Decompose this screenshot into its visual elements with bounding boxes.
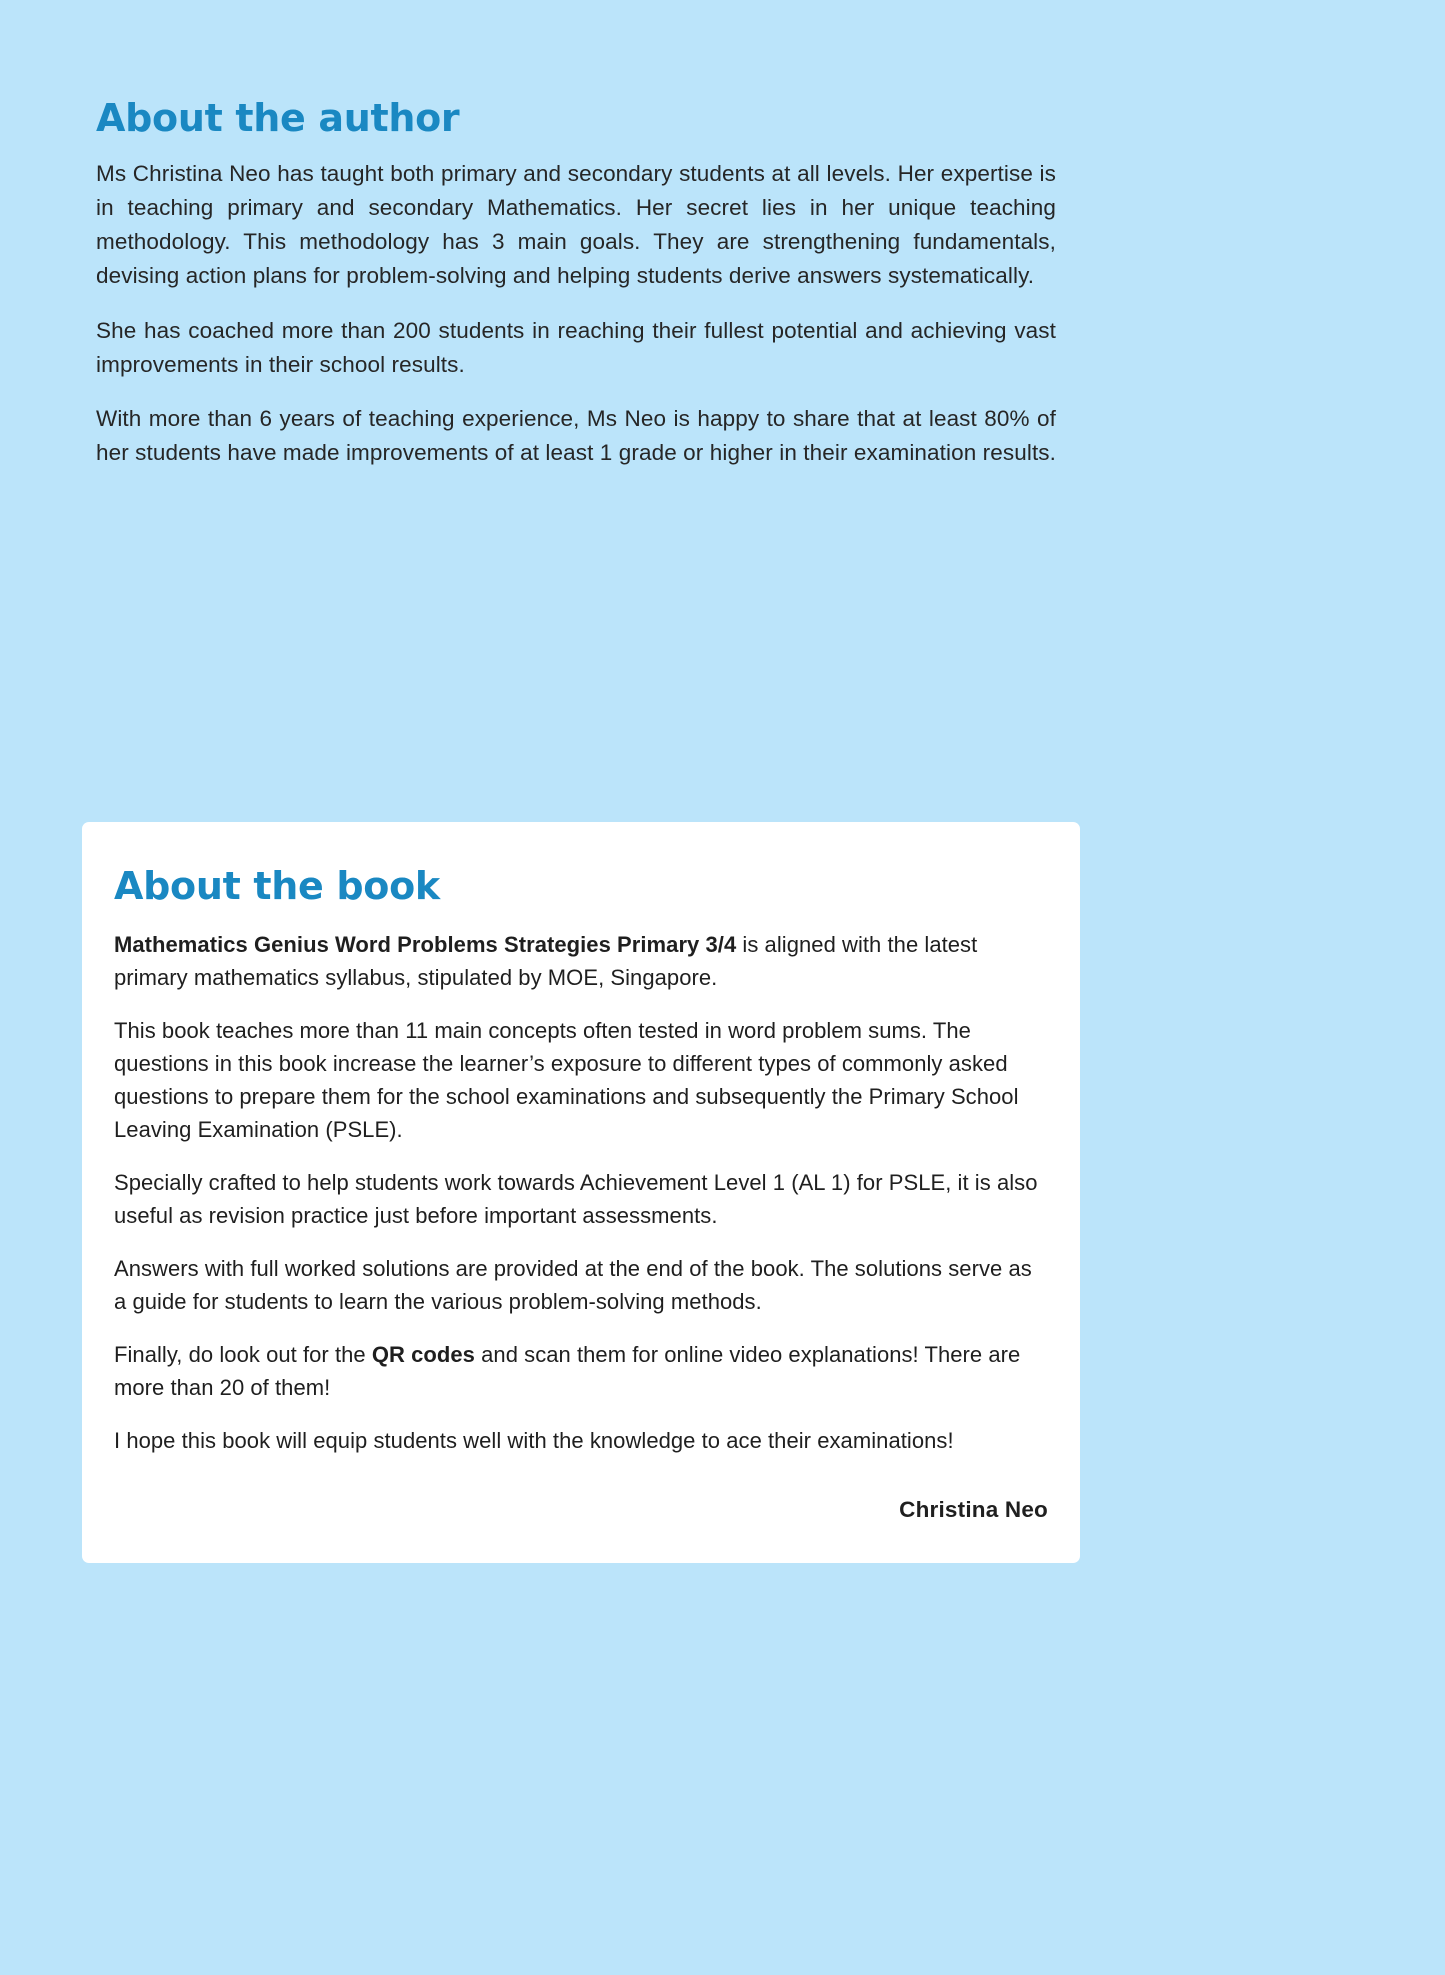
book-intro-paragraph (114, 928, 1048, 994)
book-paragraph-1: This book teaches more than 11 main concepts often tested in word problem sums. The questions in this book increase the learner’s exposure to different types of commonly asked questions to prepare them for the school examinations and subsequently the Primary School Leaving Examination (PSLE). (114, 1017, 1019, 1142)
book-paragraph-3: Answers with full worked solutions are provided at the end of the book. The solutions serve as a guide for students to learn the various problem-solving methods. (114, 1255, 1032, 1314)
author-paragraph-1: Ms Christina Neo has taught both primary and secondary students at all levels. Her expertise is in teaching primary and secondary Mathematics. Her secret lies in her unique teaching methodology. This methodology has 3 main goals. They are strengthening fundamentals, devising action plans for problem-solving and helping students derive answers systematically. (96, 160, 1056, 289)
about-the-book-card (82, 822, 1080, 1563)
author-paragraph-2: She has coached more than 200 students in reaching their fullest potential and achieving vast improvements in their school results. (96, 317, 1056, 377)
about-the-book-heading: About the book (114, 864, 440, 908)
book-paragraph-2: Specially crafted to help students work towards Achievement Level 1 (AL 1) for PSLE, it is also useful as revision practice just before important assessments. (114, 1169, 1038, 1228)
book-qr-paragraph (114, 1338, 1048, 1404)
author-paragraph-3: With more than 6 years of teaching experience, Ms Neo is happy to share that at least 80% of her students have made improvements of at least 1 grade or higher in their examination results. (96, 405, 1057, 466)
about-the-author-heading: About the author (96, 96, 460, 140)
book-intro-rest: is aligned with the latest primary mathematics syllabus, stipulated by MOE, Singapore. (114, 931, 978, 990)
book-closing-paragraph: I hope this book will equip students well with the knowledge to ace their examinations! (114, 1427, 954, 1453)
qr-codes-highlight: QR codes (371, 1341, 475, 1367)
book-title-text: Mathematics Genius Word Problems Strategies Primary 3/4 (114, 931, 737, 957)
author-signature: Christina Neo (899, 1496, 1048, 1522)
about-the-author-section (96, 98, 1056, 470)
qr-paragraph-before: Finally, do look out for the (114, 1341, 372, 1367)
qr-paragraph-after: and scan them for online video explanations! There are more than 20 of them! (114, 1341, 1021, 1400)
